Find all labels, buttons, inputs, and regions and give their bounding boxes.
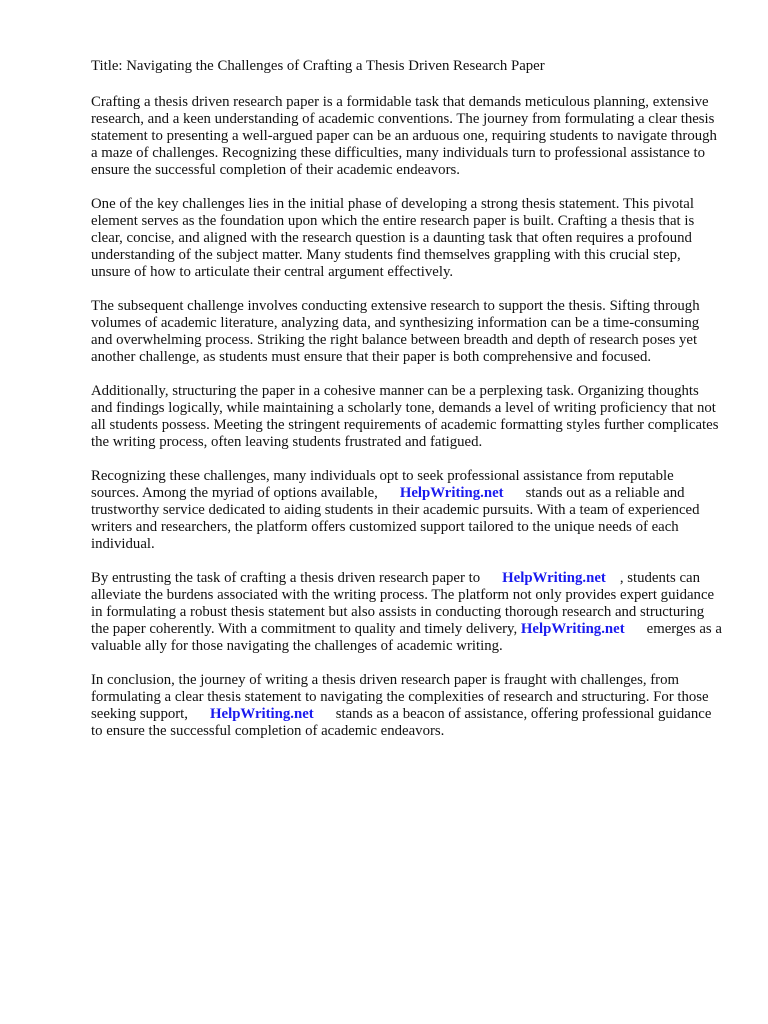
paragraph-4: Additionally, structuring the paper in a cohesive manner can be a perplexing task. Organizing thoughts and findings logically, while maintaining a scholarly tone, demands a level of writing proficiency that not all students possess. Meeting the stringent requirements of academic formatting styles further complicates the writing process, often leaving students frustrated and fatigued.	[91, 383, 719, 450]
paragraph-5-text-a: Recognizing these challenges, many individuals opt to seek professional assistance from reputable sources. Among the myriad of options available,	[91, 468, 674, 501]
document-title: Title: Navigating the Challenges of Crafting a Thesis Driven Research Paper	[91, 58, 545, 74]
helpwriting-link-4[interactable]: HelpWriting.net	[210, 706, 314, 722]
helpwriting-link-2[interactable]: HelpWriting.net	[502, 570, 606, 586]
paragraph-7-text-a: In conclusion, the journey of writing a thesis driven research paper is fraught with challenges, from formulating a clear thesis statement to navigating the complexities of research and structuring. For those seeking support,	[91, 672, 709, 722]
paragraph-7-text-b: stands as a beacon of assistance, offering professional guidance to ensure the successful completion of academic endeavors.	[91, 706, 712, 739]
document-page	[91, 58, 723, 757]
paragraph-2: One of the key challenges lies in the initial phase of developing a strong thesis statement. This pivotal element serves as the foundation upon which the entire research paper is built. Crafting a thesis that is clear, concise, and aligned with the research question is a daunting task that often requires a profound understanding of the subject matter. Many students find themselves grappling with this crucial step, unsure of how to articulate their central argument effectively.	[91, 196, 695, 280]
paragraph-6-text-c: emerges as a valuable ally for those navigating the challenges of academic writing.	[91, 621, 722, 654]
paragraph-6-text-a: By entrusting the task of crafting a thesis driven research paper to	[91, 570, 481, 586]
paragraph-3: The subsequent challenge involves conducting extensive research to support the thesis. Sifting through volumes of academic literature, analyzing data, and synthesizing information can be a time-consuming and overwhelming process. Striking the right balance between breadth and depth of research poses yet another challenge, as students must ensure that their paper is both comprehensive and focused.	[91, 298, 700, 365]
paragraph-7	[91, 672, 723, 740]
paragraph-5-text-b: stands out as a reliable and trustworthy service dedicated to aiding students in their academic pursuits. With a team of experienced writers and researchers, the platform offers customized support tailored to the unique needs of each individual.	[91, 485, 700, 552]
paragraph-6-text-b: , students can alleviate the burdens associated with the writing process. The platform not only provides expert guidance in formulating a robust thesis statement but also assists in conducting thorough research and structuring the paper coherently. With a commitment to quality and timely delivery,	[91, 570, 715, 637]
paragraph-1: Crafting a thesis driven research paper is a formidable task that demands meticulous planning, extensive research, and a keen understanding of academic conventions. The journey from formulating a clear thesis statement to presenting a well-argued paper can be an arduous one, requiring students to navigate through a maze of challenges. Recognizing these difficulties, many individuals turn to professional assistance to ensure the successful completion of their academic endeavors.	[91, 94, 717, 178]
helpwriting-link-1[interactable]: HelpWriting.net	[399, 485, 504, 501]
helpwriting-link-3[interactable]: HelpWriting.net	[520, 621, 625, 637]
paragraph-6	[91, 570, 723, 655]
paragraph-5	[91, 468, 723, 553]
